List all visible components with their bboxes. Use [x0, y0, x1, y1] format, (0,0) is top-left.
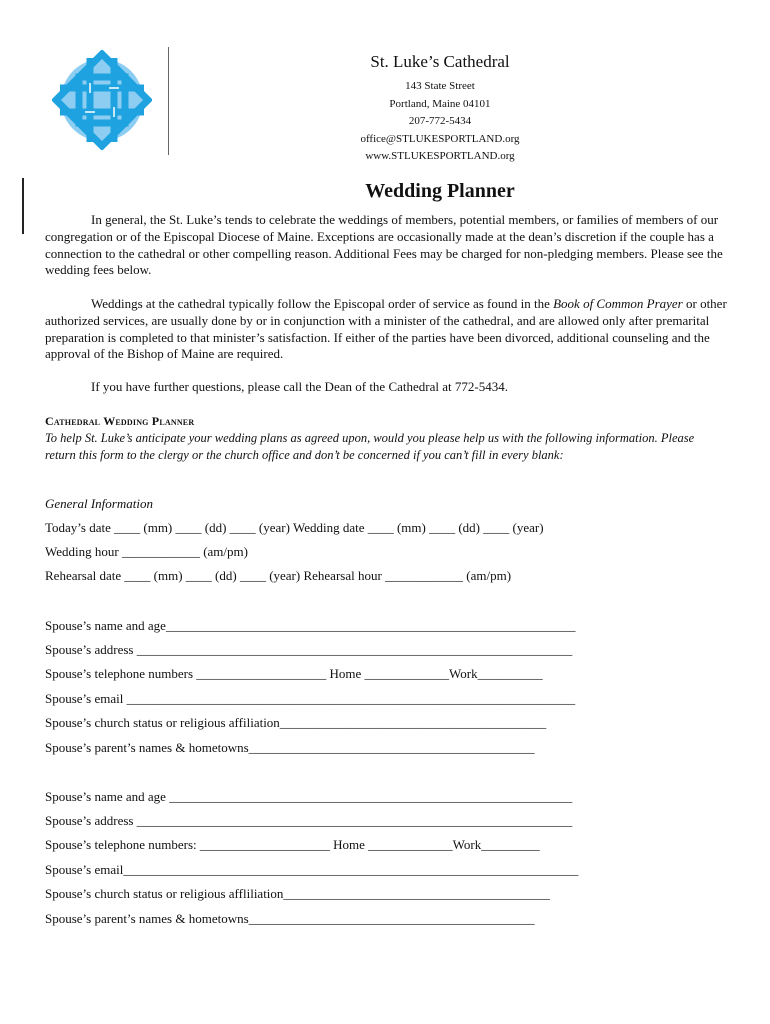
- intro-p1-text: In general, the St. Luke’s tends to celebrate the weddings of members, potential members, or families of members of our congregation or of the Episcopal Diocese of Maine. Exceptions are occasionally made at the dean’s discretion if the couple has a connection to the cathedral or other compelling reason. Additional Fees may be charged for non-pledging members. Please see the wedding fees below.: [45, 212, 723, 278]
- general-information-heading: General Information: [45, 496, 153, 511]
- spouse2-address-field[interactable]: Spouse’s address ___________________________________________________________________: [45, 813, 573, 828]
- wedding-hour-row[interactable]: Wedding hour ____________ (am/pm): [45, 544, 248, 559]
- email-address: office@STLUKESPORTLAND.org: [360, 132, 520, 145]
- header-contact-block: [300, 52, 580, 166]
- spouse1-name-age-field[interactable]: Spouse’s name and age_______________________________________________________________: [45, 618, 576, 633]
- celtic-knot-cross-logo-icon: [52, 50, 152, 150]
- phone: 207-772-5434: [408, 115, 472, 127]
- spouse1-email-field[interactable]: Spouse’s email _____________________________________________________________________: [45, 691, 576, 706]
- intro-paragraph-1: [45, 212, 727, 279]
- book-title: Book of Common Prayer: [553, 296, 683, 311]
- planner-heading: Cathedral Wedding Planner: [45, 414, 195, 428]
- org-name: St. Luke’s Cathedral: [370, 52, 510, 71]
- spouse2-parents-field[interactable]: Spouse’s parent’s names & hometowns____________________________________________: [45, 911, 535, 926]
- spouse1-address-field[interactable]: Spouse’s address ___________________________________________________________________: [45, 642, 573, 657]
- spouse2-church-field[interactable]: Spouse’s church status or religious affliliation_________________________________________: [45, 886, 550, 901]
- address-line-2: Portland, Maine 04101: [389, 97, 491, 110]
- date-fields-row[interactable]: Today’s date ____ (mm) ____ (dd) ____ (year) Wedding date ____ (mm) ____ (dd) ____ (year): [45, 520, 544, 535]
- website: www.STLUKESPORTLAND.org: [365, 150, 515, 162]
- intro-p2-before: Weddings at the cathedral typically follow the Episcopal order of service as found in the: [91, 296, 554, 311]
- page-title: Wedding Planner: [365, 180, 515, 202]
- spouse2-email-field[interactable]: Spouse’s email______________________________________________________________________: [45, 862, 579, 877]
- spouse2-name-age-field[interactable]: Spouse’s name and age ______________________________________________________________: [45, 789, 573, 804]
- intro-paragraph-3: [45, 379, 727, 396]
- spouse1-phone-field[interactable]: Spouse’s telephone numbers ____________________ Home _____________Work__________: [45, 666, 543, 681]
- header-divider: [168, 47, 169, 155]
- spouse2-phone-field[interactable]: Spouse’s telephone numbers: ____________________ Home _____________Work_________: [45, 837, 540, 852]
- address-line-1: 143 State Street: [405, 80, 475, 92]
- spouse1-parents-field[interactable]: Spouse’s parent’s names & hometowns____________________________________________: [45, 740, 535, 755]
- spouse1-church-field[interactable]: Spouse’s church status or religious affiliation_________________________________________: [45, 715, 547, 730]
- intro-p3-text: If you have further questions, please call the Dean of the Cathedral at 772-5434.: [91, 379, 508, 394]
- intro-p2-after: or other authorized services, are usually done by or in conjunction with a minister of the cathedral, and are allowed only after premarital preparation is completed to that minister’s satisfaction. If either of the parties have been divorced, additional counseling and the approval of the Bishop of Maine are required.: [45, 296, 727, 362]
- rehearsal-row[interactable]: Rehearsal date ____ (mm) ____ (dd) ____ (year) Rehearsal hour ____________ (am/pm): [45, 568, 512, 583]
- intro-paragraph-2: [45, 296, 727, 363]
- planner-instructions: To help St. Luke’s anticipate your wedding plans as agreed upon, would you please help us with the following information. Please return this form to the clergy or the church office and don’t be concerned if you can’t fill in every blank:: [45, 431, 695, 462]
